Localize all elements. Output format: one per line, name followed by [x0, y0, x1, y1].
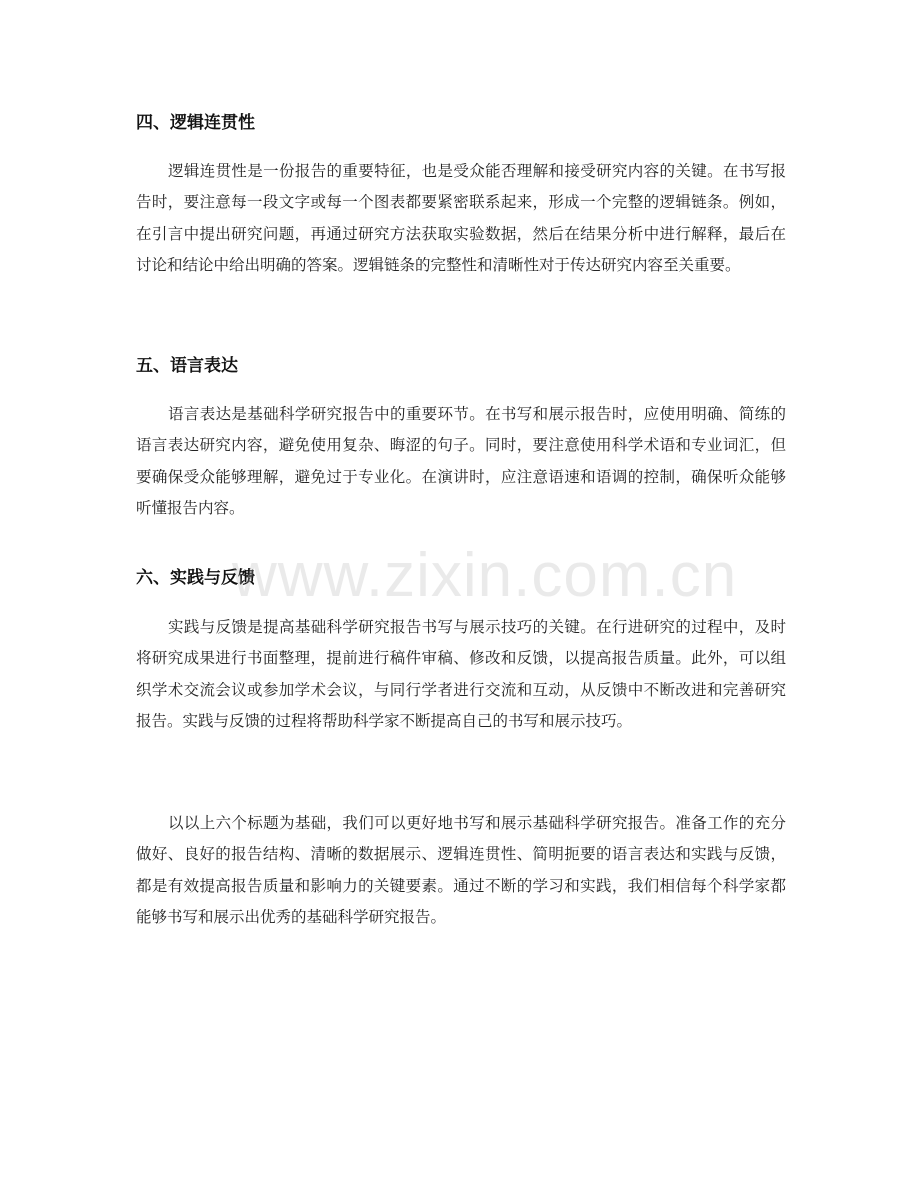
- section-heading-language: 五、语言表达: [136, 356, 238, 376]
- section-heading-practice: 六、实践与反馈: [136, 568, 255, 588]
- section-body-practice: 实践与反馈是提高基础科学研究报告书写与展示技巧的关键。在行进研究的过程中，及时将研究成果进行书面整理，提前进行稿件审稿、修改和反馈，以提高报告质量。此外，可以组织学术交流会议或参加学术会议，与同行学者进行交流和互动，从反馈中不断改进和完善研究报告。实践与反馈的过程将帮助科学家不断提高自己的书写和展示技巧。: [136, 618, 786, 731]
- section-heading-logic: 四、逻辑连贯性: [136, 113, 255, 133]
- section-body-language: 语言表达是基础科学研究报告中的重要环节。在书写和展示报告时，应使用明确、简练的语言表达研究内容，避免使用复杂、晦涩的句子。同时，要注意使用科学术语和专业词汇，但要确保受众能够理解，避免过于专业化。在演讲时，应注意语速和语调的控制，确保听众能够听懂报告内容。: [136, 405, 786, 518]
- watermark: www.zixin.com.cn: [232, 541, 738, 610]
- conclusion-paragraph: 以以上六个标题为基础，我们可以更好地书写和展示基础科学研究报告。准备工作的充分做好、良好的报告结构、清晰的数据展示、逻辑连贯性、简明扼要的语言表达和实践与反馈，都是有效提高报告质量和影响力的关键要素。通过不断的学习和实践，我们相信每个科学家都能够书写和展示出优秀的基础科学研究报告。: [136, 814, 786, 927]
- section-body-logic: 逻辑连贯性是一份报告的重要特征，也是受众能否理解和接受研究内容的关键。在书写报告时，要注意每一段文字或每一个图表都要紧密联系起来，形成一个完整的逻辑链条。例如，在引言中提出研究问题，再通过研究方法获取实验数据，然后在结果分析中进行解释，最后在讨论和结论中给出明确的答案。逻辑链条的完整性和清晰性对于传达研究内容至关重要。: [136, 162, 786, 275]
